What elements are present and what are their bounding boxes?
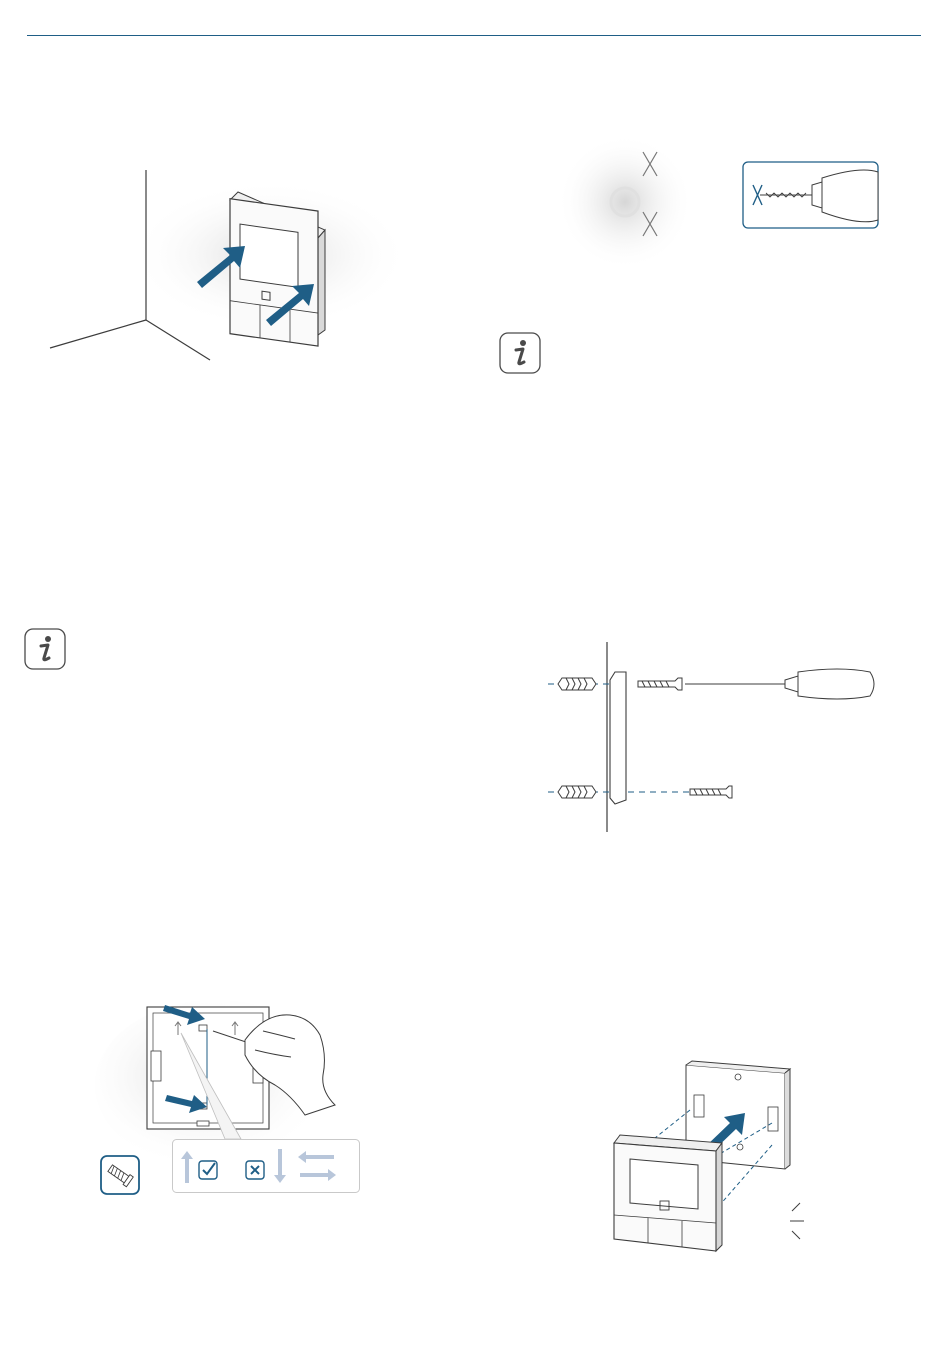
drill-marks-figure — [560, 130, 890, 280]
attach-device-figure — [600, 1055, 830, 1255]
info-icon — [499, 332, 541, 374]
cross-icon — [246, 1161, 264, 1179]
wall-device-icon — [230, 192, 325, 346]
screw-mount-figure — [540, 640, 890, 840]
check-icon — [199, 1161, 217, 1179]
press-device-figure — [40, 160, 420, 370]
screwdriver-icon — [685, 669, 874, 699]
click-sound-icon — [790, 1203, 804, 1239]
front-device-icon — [614, 1135, 722, 1251]
dowel-icon — [558, 678, 596, 798]
header-rule — [27, 35, 921, 36]
info-icon-2 — [24, 628, 66, 670]
screw-tool-icon — [100, 1155, 140, 1195]
orientation-callout — [172, 1139, 360, 1193]
screw-icon — [638, 678, 732, 798]
mounting-plate-icon — [147, 1007, 269, 1129]
